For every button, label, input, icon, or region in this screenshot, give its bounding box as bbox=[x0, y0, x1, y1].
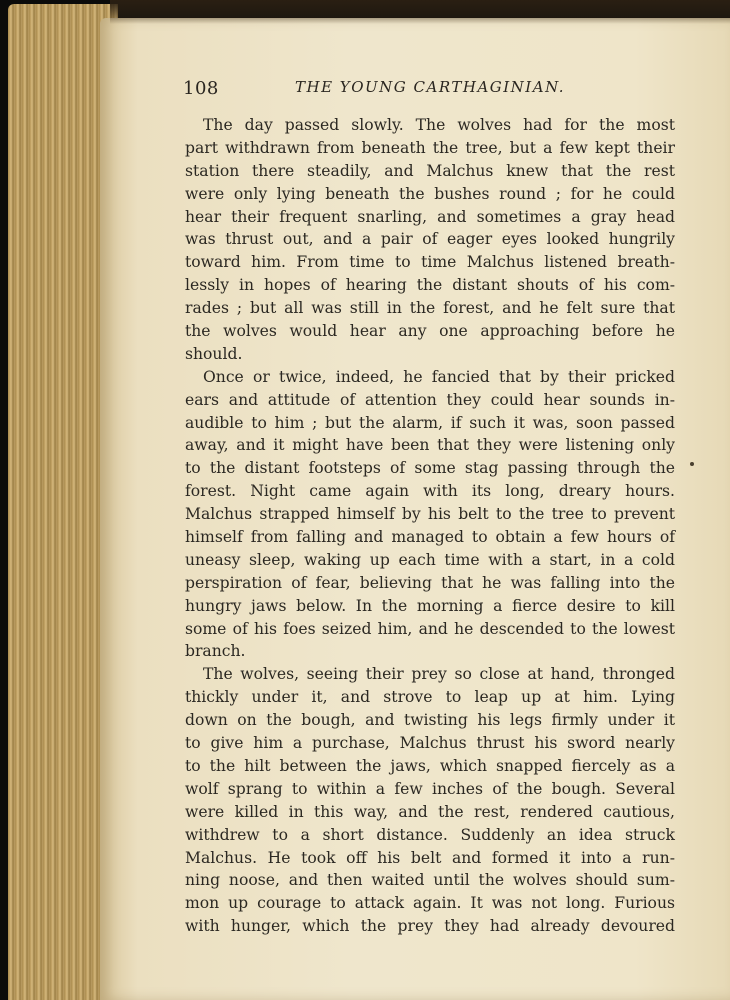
text-line: perspiration of fear, believing that he was falling into the bbox=[185, 573, 675, 592]
text-line: mon up courage to attack again. It was not long. Furious bbox=[185, 894, 675, 913]
text-line: with hunger, which the prey they had already devoured bbox=[185, 917, 675, 936]
text-line: hungry jaws below. In the morning a fierce desire to kill bbox=[185, 596, 675, 615]
text-line: to give him a purchase, Malchus thrust his sword nearly bbox=[185, 734, 675, 753]
text-line: branch. bbox=[185, 642, 246, 661]
page-top-shadow bbox=[110, 0, 730, 24]
text-line: uneasy sleep, waking up each time with a start, in a cold bbox=[185, 550, 675, 569]
text-line: ning noose, and then waited until the wolves should sum- bbox=[185, 871, 675, 890]
page-number: 108 bbox=[183, 78, 219, 99]
text-line: down on the bough, and twisting his legs firmly under it bbox=[185, 711, 675, 730]
text-line: should. bbox=[185, 344, 243, 363]
text-line: withdrew to a short distance. Suddenly an idea struck bbox=[185, 825, 675, 844]
text-line: away, and it might have been that they were listening only bbox=[185, 436, 675, 455]
text-line: were only lying beneath the bushes round ; for he could bbox=[185, 184, 675, 203]
text-line: part withdrawn from beneath the tree, but a few kept their bbox=[185, 138, 675, 157]
text-line: was thrust out, and a pair of eager eyes looked hungrily bbox=[185, 230, 675, 249]
text-line: forest. Night came again with its long, dreary hours. bbox=[185, 482, 675, 501]
running-title: THE YOUNG CARTHAGINIAN. bbox=[295, 78, 566, 96]
text-line: Malchus. He took off his belt and formed it into a run- bbox=[185, 848, 675, 867]
body-text bbox=[185, 114, 675, 938]
edge-mark bbox=[690, 462, 694, 466]
text-line: wolf sprang to within a few inches of the bough. Several bbox=[185, 779, 675, 798]
text-line: The day passed slowly. The wolves had for the most bbox=[203, 116, 675, 134]
text-line: toward him. From time to time Malchus listened breath- bbox=[185, 253, 675, 272]
text-line: to the hilt between the jaws, which snapped fiercely as a bbox=[185, 756, 675, 775]
text-line: thickly under it, and strove to leap up at him. Lying bbox=[185, 688, 675, 707]
text-line: station there steadily, and Malchus knew that the rest bbox=[185, 161, 675, 180]
text-line: lessly in hopes of hearing the distant shouts of his com- bbox=[185, 276, 675, 295]
text-line: were killed in this way, and the rest, rendered cautious, bbox=[185, 802, 675, 821]
text-line: hear their frequent snarling, and sometimes a gray head bbox=[185, 207, 675, 226]
page-header bbox=[183, 78, 678, 104]
text-line: the wolves would hear any one approaching before he bbox=[185, 322, 675, 341]
text-line: audible to him ; but the alarm, if such it was, soon passed bbox=[185, 413, 675, 432]
text-line: ears and attitude of attention they could hear sounds in- bbox=[185, 390, 675, 409]
text-line: himself from falling and managed to obtain a few hours of bbox=[185, 528, 675, 547]
text-line: rades ; but all was still in the forest, and he felt sure that bbox=[185, 299, 675, 318]
text-line: some of his foes seized him, and he descended to the lowest bbox=[185, 619, 675, 638]
text-line: The wolves, seeing their prey so close at hand, thronged bbox=[203, 665, 675, 684]
text-line: Malchus strapped himself by his belt to the tree to prevent bbox=[185, 505, 675, 524]
text-line: Once or twice, indeed, he fancied that by their pricked bbox=[203, 367, 675, 386]
text-line: to the distant footsteps of some stag passing through the bbox=[185, 459, 675, 478]
